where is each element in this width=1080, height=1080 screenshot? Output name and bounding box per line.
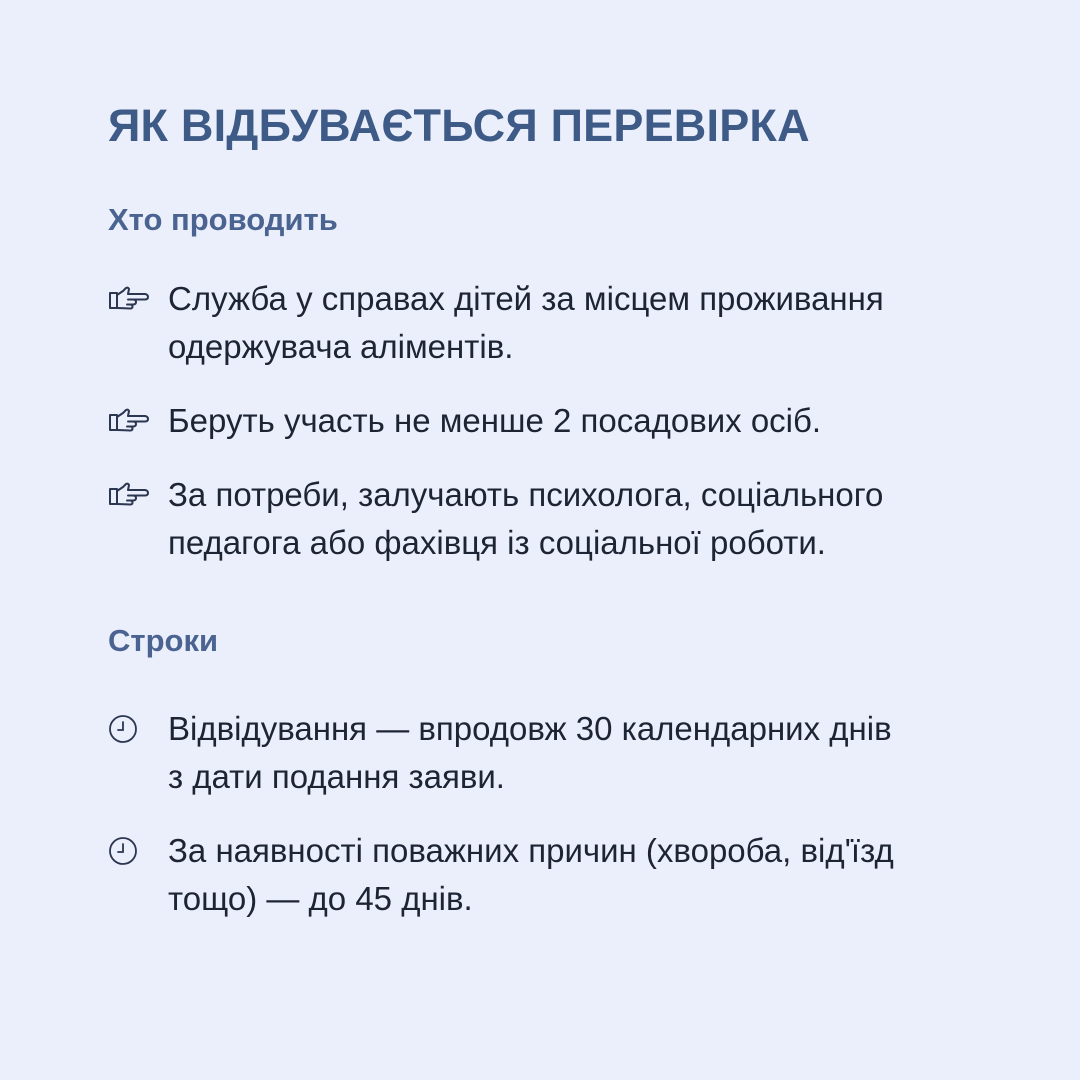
pointing-hand-icon xyxy=(108,275,168,323)
terms-list xyxy=(108,705,1000,923)
item-line: Беруть участь не менше 2 посадових осіб. xyxy=(168,402,822,439)
list-item xyxy=(108,275,1000,371)
list-item xyxy=(108,471,1000,567)
item-line: педагога або фахівця із соціальної роботи. xyxy=(168,524,826,561)
pointing-hand-icon xyxy=(108,397,168,445)
clock-icon xyxy=(108,827,168,875)
section-heading-who: Хто проводить xyxy=(108,202,338,237)
page-title: ЯК ВІДБУВАЄТЬСЯ ПЕРЕВІРКА xyxy=(108,100,810,151)
who-list xyxy=(108,275,1000,567)
section-heading-terms: Строки xyxy=(108,623,219,658)
item-text xyxy=(168,275,884,371)
item-line: тощо) — до 45 днів. xyxy=(168,880,473,917)
list-item xyxy=(108,397,1000,445)
list-item xyxy=(108,705,1000,801)
item-line: Відвідування — впродовж 30 календарних днів xyxy=(168,710,892,747)
item-line: одержувача аліментів. xyxy=(168,328,514,365)
item-line: За наявності поважних причин (хвороба, від'їзд xyxy=(168,832,894,869)
pointing-hand-icon xyxy=(108,471,168,519)
item-text xyxy=(168,827,894,923)
list-item xyxy=(108,827,1000,923)
item-text xyxy=(168,471,883,567)
item-line: з дати подання заяви. xyxy=(168,758,505,795)
item-line: Служба у справах дітей за місцем проживання xyxy=(168,280,884,317)
item-text xyxy=(168,705,892,801)
clock-icon xyxy=(108,705,168,753)
item-line: За потреби, залучають психолога, соціального xyxy=(168,476,884,513)
item-text xyxy=(168,397,821,445)
